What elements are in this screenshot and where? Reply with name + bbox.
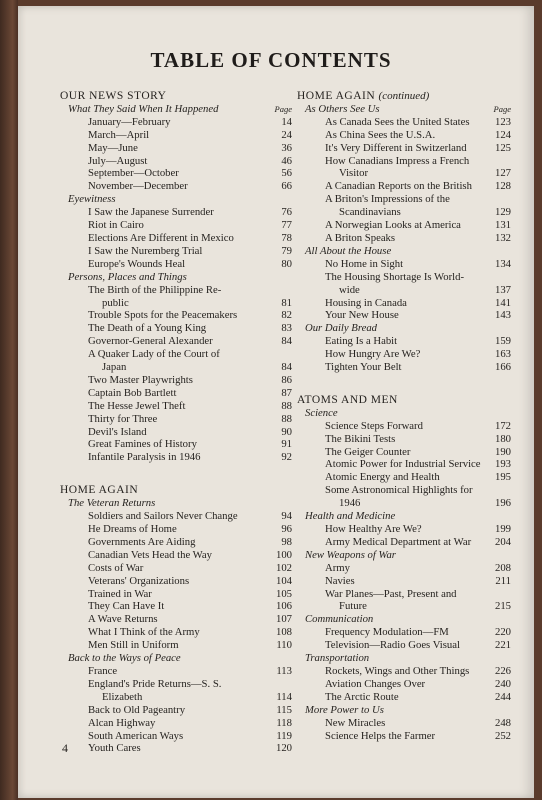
toc-column-left [60,90,292,755]
entry-page-number: 118 [276,716,292,729]
toc-entry [60,704,292,717]
entry-title: A Briton Speaks [325,231,396,244]
entry-title: HOME AGAIN (continued) [297,90,430,102]
entry-title: public [102,296,129,309]
entry-page-number: 120 [275,742,292,755]
entry-title: Transportation [305,652,370,665]
entry-page-number: 163 [494,348,511,361]
entry-page-number: 208 [494,561,511,574]
toc-entry [297,361,511,374]
toc-entry [60,600,292,613]
toc-entry [60,413,292,426]
toc-entry [60,451,292,464]
entry-title: May—June [88,141,138,154]
entry-page-number: 221 [494,639,511,652]
entry-title: I Saw the Japanese Surrender [88,206,214,219]
toc-entry [60,206,292,219]
entry-page-number: 100 [275,548,292,561]
entry-page-number: 211 [495,574,511,587]
entry-title: Science Helps the Farmer [325,729,436,742]
toc-entry [297,458,511,471]
entry-title: Youth Cares [88,742,141,755]
entry-title: The Hesse Jewel Theft [88,399,186,412]
subsection-heading [297,245,511,258]
toc-entry [297,639,511,652]
entry-title: Governor-General Alexander [88,335,213,348]
toc-entry [60,142,292,155]
entry-title: Back to the Ways of Peace [68,652,181,665]
entry-page-number: 119 [276,729,292,742]
entry-title: Riot in Cairo [88,219,144,232]
entry-title: Tighten Your Belt [325,361,402,374]
toc-entry-continued [60,297,292,310]
entry-page-number: 190 [494,445,511,458]
subsection-heading [60,193,292,206]
entry-page-number: 220 [494,626,511,639]
entry-title: England's Pride Returns—S. S. [88,677,222,690]
entry-page-number: 143 [494,309,511,322]
toc-entry [60,626,292,639]
toc-entry [297,588,511,601]
entry-title: Elections Are Different in Mexico [88,231,234,244]
entry-title: Trained in War [88,587,152,600]
entry-page-number: 88 [281,399,292,412]
entry-title: Television—Radio Goes Visual [325,639,460,652]
entry-title: HOME AGAIN [60,484,139,497]
entry-title: Atomic Power for Industrial Service [325,458,481,471]
entry-page-number: 88 [281,412,292,425]
toc-entry [297,297,511,310]
entry-title: November—December [88,180,188,193]
entry-page-number: 79 [281,244,292,257]
entry-title: New Weapons of War [305,548,396,561]
toc-entry [297,335,511,348]
entry-title: France [88,664,118,677]
entry-title: Trouble Spots for the Peacemakers [88,309,238,322]
entry-title: Aviation Changes Over [325,677,426,690]
toc-entry [297,348,511,361]
entry-page-number: 166 [494,361,511,374]
entry-title: I Saw the Nuremberg Trial [88,244,203,257]
entry-page-number: 66 [281,180,292,193]
toc-entry [60,219,292,232]
entry-page-number: 81 [281,296,292,309]
entry-page-number: 204 [494,535,511,548]
toc-entry [297,523,511,536]
entry-page-number: 36 [281,141,292,154]
toc-entry [297,691,511,704]
section-heading [60,484,292,497]
entry-title: The Bikini Tests [325,432,396,445]
toc-entry-continued [60,361,292,374]
toc-entry [297,730,511,743]
entry-title: Health and Medicine [305,510,396,523]
toc-entry-continued [297,284,511,297]
entry-title: Persons, Places and Things [68,270,187,283]
entry-page-number: 105 [275,587,292,600]
entry-title: Science [305,406,338,419]
toc-entry-continued [297,167,511,180]
entry-title: Your New House [325,309,399,322]
entry-title: ATOMS AND MEN [297,393,398,406]
toc-entry [60,536,292,549]
entry-title: July—August [88,154,148,167]
toc-entry [60,258,292,271]
entry-page-number: 104 [275,574,292,587]
entry-page-number: Page [493,103,511,114]
page-title: TABLE OF CONTENTS [150,48,392,72]
toc-entry [60,438,292,451]
entry-page-number: 115 [276,703,292,716]
entry-page-number: 195 [494,471,511,484]
entry-page-number: 127 [494,167,511,180]
toc-entry [60,523,292,536]
entry-title: As Canada Sees the United States [325,115,470,128]
subsection-heading [297,322,511,335]
entry-title: Atomic Energy and Health [325,471,440,484]
toc-entry [60,717,292,730]
toc-entry [297,193,511,206]
toc-entry [60,167,292,180]
entry-page-number: 107 [275,613,292,626]
entry-title: South American Ways [88,729,184,742]
entry-title: No Home in Sight [325,257,404,270]
entry-page-number: 244 [494,690,511,703]
entry-title: Canadian Vets Head the Way [88,548,212,561]
entry-page-number: Page [274,103,292,114]
entry-page-number: 78 [281,231,292,244]
entry-page-number: 131 [494,219,511,232]
toc-entry [60,309,292,322]
entry-page-number: 240 [494,677,511,690]
entry-title: Costs of War [88,561,144,574]
toc-entry [297,665,511,678]
toc-entry [297,258,511,271]
entry-title: It's Very Different in Switzerland [325,141,467,154]
entry-title: Elizabeth [102,690,143,703]
toc-entry [297,471,511,484]
entry-title: The Housing Shortage Is World- [325,270,465,283]
entry-page-number: 92 [281,451,292,464]
entry-title: A Briton's Impressions of the [325,193,450,206]
entry-page-number: 199 [494,523,511,535]
entry-title: Rockets, Wings and Other Things [325,664,470,677]
entry-page-number: 124 [494,128,511,141]
entry-title: The Death of a Young King [88,322,207,335]
entry-title: A Quaker Lady of the Court of [88,348,220,361]
entry-page-number: 24 [281,128,292,141]
entry-title: Governments Are Aiding [88,535,196,548]
entry-title: Japan [102,361,127,374]
toc-entry [297,232,511,245]
entry-page-number: 96 [281,523,292,535]
entry-page-number: 159 [494,335,511,348]
entry-title: Soldiers and Sailors Never Change [88,510,238,523]
entry-page-number: 77 [281,219,292,232]
entry-page-number: 80 [281,257,292,270]
toc-entry [297,271,511,284]
toc-entry [60,549,292,562]
subsection-heading [297,103,511,116]
entry-page-number: 84 [281,361,292,374]
entry-title: The Birth of the Philippine Re- [88,283,222,296]
toc-entry [60,232,292,245]
toc-entry [297,575,511,588]
entry-title: All About the House [305,244,392,257]
entry-title: Communication [305,613,374,626]
section-heading [60,90,292,103]
page-number: 4 [62,741,68,755]
entry-title: What They Said When It Happened [68,102,219,115]
entry-page-number: 123 [494,115,511,128]
toc-entry [297,155,511,168]
entry-title: A Canadian Reports on the British [325,180,472,193]
toc-entry [60,129,292,142]
subsection-heading [60,652,292,665]
entry-title: Scandinavians [339,206,401,219]
toc-column-right [297,90,511,742]
entry-title: The Veteran Returns [68,497,156,510]
entry-title: What I Think of the Army [88,626,200,639]
toc-entry [60,639,292,652]
entry-page-number: 134 [494,257,511,270]
entry-page-number: 98 [281,535,292,548]
entry-page-number: 125 [494,141,511,154]
entry-title: OUR NEWS STORY [60,90,167,102]
entry-page-number: 180 [494,432,511,445]
entry-page-number: 128 [494,180,511,193]
entry-page-number: 106 [275,600,292,613]
entry-page-number: 141 [494,296,511,309]
entry-title: The Arctic Route [325,690,399,703]
entry-page-number: 215 [494,600,511,613]
toc-entry-continued [297,497,511,510]
entry-title: Great Famines of History [88,438,197,451]
entry-title: How Canadians Impress a French [325,154,470,167]
toc-entry [60,116,292,129]
entry-title: A Norwegian Looks at America [325,219,461,232]
subsection-heading [60,271,292,284]
toc-entry [297,678,511,691]
entry-title: Army [325,561,350,574]
toc-entry [60,322,292,335]
entry-page-number: 56 [281,167,292,180]
entry-page-number: 129 [494,206,511,219]
entry-title: Frequency Modulation—FM [325,626,449,639]
entry-title: More Power to Us [305,703,384,716]
subsection-heading [297,704,511,717]
toc-entry [60,426,292,439]
entry-title: January—February [88,115,171,128]
toc-entry [60,387,292,400]
entry-title: War Planes—Past, Present and [325,587,457,600]
entry-title: The Geiger Counter [325,445,411,458]
toc-entry-continued [60,691,292,704]
entry-page-number: 90 [281,425,292,438]
entry-title: As Others See Us [305,102,380,115]
entry-title: As China Sees the U.S.A. [325,128,436,141]
section-heading [297,394,511,407]
entry-title: Future [339,600,367,613]
entry-page-number: 91 [281,438,292,451]
entry-title: Captain Bob Bartlett [88,386,177,399]
entry-page-number: 248 [494,716,511,729]
toc-entry [60,730,292,743]
toc-entry [297,446,511,459]
entry-page-number: 172 [494,419,511,432]
entry-page-number: 193 [494,458,511,471]
toc-entry [60,510,292,523]
entry-title: Thirty for Three [88,412,158,425]
entry-page-number: 14 [281,115,292,128]
toc-entry [297,717,511,730]
entry-title: Housing in Canada [325,296,407,309]
entry-page-number: 108 [275,626,292,639]
toc-entry [60,562,292,575]
entry-title: How Healthy Are We? [325,523,422,535]
entry-title: Two Master Playwrights [88,373,193,386]
entry-page-number: 132 [494,231,511,244]
subsection-heading [60,103,292,116]
entry-page-number: 110 [276,639,292,652]
toc-entry [60,613,292,626]
toc-entry [60,575,292,588]
entry-title: Visitor [339,167,369,180]
entry-page-number: 113 [276,664,292,677]
toc-entry [60,348,292,361]
entry-title: Alcan Highway [88,716,156,729]
subsection-heading [297,652,511,665]
entry-page-number: 46 [281,154,292,167]
entry-title: Veterans' Organizations [88,574,190,587]
toc-entry [297,562,511,575]
toc-entry [297,626,511,639]
entry-title: September—October [88,167,179,180]
toc-entry [297,219,511,232]
entry-page-number: 84 [281,335,292,348]
subsection-heading [297,510,511,523]
entry-title: New Miracles [325,716,386,729]
toc-entry [60,665,292,678]
toc-entry [60,742,292,755]
toc-entry [297,420,511,433]
toc-entry [297,116,511,129]
entry-title: wide [339,283,360,296]
toc-entry [60,245,292,258]
entry-title: Eyewitness [68,193,116,206]
toc-entry [60,374,292,387]
entry-page-number: 87 [281,386,292,399]
subsection-heading [297,613,511,626]
entry-page-number: 196 [494,497,511,510]
toc-entry [297,180,511,193]
toc-entry [60,678,292,691]
entry-title: A Wave Returns [88,613,158,626]
toc-entry [297,309,511,322]
section-heading [297,90,511,103]
entry-title: Back to Old Pageantry [88,703,186,716]
toc-entry [297,433,511,446]
subsection-heading [297,407,511,420]
entry-title: Men Still in Uniform [88,639,179,652]
subsection-heading [297,549,511,562]
entry-title: Some Astronomical Highlights for [325,484,473,497]
entry-page-number: 86 [281,373,292,386]
entry-page-number: 137 [494,283,511,296]
toc-entry [60,180,292,193]
entry-page-number: 76 [281,206,292,219]
subsection-heading [60,497,292,510]
entry-title: Science Steps Forward [325,419,423,432]
entry-page-number: 114 [276,690,292,703]
entry-title: Europe's Wounds Heal [88,257,186,270]
toc-entry [60,155,292,168]
toc-entry [60,400,292,413]
entry-title: Eating Is a Habit [325,335,398,348]
toc-entry [297,142,511,155]
entry-title: Devil's Island [88,425,147,438]
entry-title: Army Medical Department at War [325,535,472,548]
entry-page-number: 83 [281,322,292,335]
entry-page-number: 252 [494,729,511,742]
entry-page-number: 102 [275,561,292,574]
entry-title: Our Daily Bread [305,322,378,335]
toc-entry [60,588,292,601]
toc-entry-continued [297,600,511,613]
entry-title: He Dreams of Home [88,523,177,535]
entry-page-number: 226 [494,664,511,677]
toc-entry [60,284,292,297]
book-binding [0,0,18,800]
entry-title: They Can Have It [88,600,165,613]
entry-page-number: 82 [281,309,292,322]
toc-entry [297,536,511,549]
toc-entry [60,335,292,348]
entry-title: Infantile Paralysis in 1946 [88,451,201,464]
entry-title: March—April [88,128,150,141]
toc-entry-continued [297,206,511,219]
toc-entry [297,484,511,497]
toc-entry [297,129,511,142]
entry-title: Navies [325,574,355,587]
entry-page-number: 94 [281,510,292,523]
entry-title: How Hungry Are We? [325,348,421,361]
entry-title: 1946 [339,497,361,510]
